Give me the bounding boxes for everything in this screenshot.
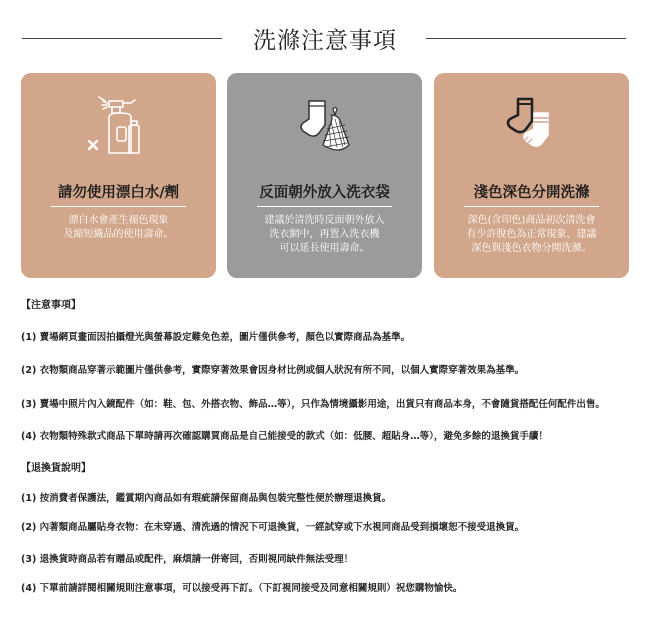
description-line: 有少許脫色為正常現象，建議 [466,229,597,240]
description-line: 及縮短織品的使用壽命。 [63,229,174,240]
description-line: 洗衣網中，再置入洗衣機 [269,229,380,240]
note-item: (3) 賣場中照片內入鏡配件（如：鞋、包、外搭衣物、飾品…等），只作為情境攝影用途，出貨只有商品本身，不會隨貨搭配任何配件出售。 [21,399,605,410]
card-description [444,214,619,256]
description-line: 深色與淺色衣物分開洗滌。 [471,243,592,254]
returns-item: (2) 內著類商品屬貼身衣物：在未穿過、清洗過的情況下可退換貨，一經試穿或下水視同商品受到損壞恕不接受退換貨。 [21,522,525,533]
description-line: 建議於清洗時反面朝外放入 [264,215,385,226]
card-divider [51,206,186,207]
card-description [237,214,412,256]
card-divider [464,206,599,207]
card-title: 請勿使用漂白水/劑 [57,185,180,201]
returns-item: (1) 按消費者保護法，鑑賞期內商品如有瑕疵請保留商品與包裝完整性便於辦理退換貨。 [21,493,392,504]
note-item: (2) 衣物類商品穿著示範圖片僅供參考，實際穿著效果會因身材比例或個人狀況有所不同，以個人實際穿著效果為基準。 [21,365,525,376]
sock-laundry-bag-icon [227,93,422,168]
no-bleach-icon [21,93,216,168]
note-item: (1) 賣場網頁畫面因拍攝燈光與螢幕設定難免色差，圖片僅供參考，顏色以實際商品為基準。 [21,332,411,343]
card-laundry-bag [227,73,422,278]
card-description [31,214,206,242]
header-divider-right [426,38,626,39]
card-title: 反面朝外放入洗衣袋 [259,185,390,201]
notes-heading: 【注意事項】 [21,300,81,311]
returns-heading: 【退換貨說明】 [21,463,91,474]
two-socks-icon [434,93,629,168]
returns-item: (4) 下單前請詳閱相關規則注意事項，可以接受再下訂。（下訂視同接受及同意相關規則）祝您購物愉快。 [21,583,463,594]
card-separate-colors [434,73,629,278]
header-divider-left [22,38,222,39]
card-no-bleach [21,73,216,278]
card-divider [257,206,392,207]
page-header [0,22,650,54]
description-line: 可以延長使用壽命。 [279,243,370,254]
description-line: 深色(含印色)商品初次清洗會 [467,215,596,226]
page-title: 洗滌注意事項 [253,28,397,54]
card-title: 淺色深色分開洗滌 [473,185,590,201]
returns-item: (3) 退換貨時商品若有贈品或配件，麻煩請一併寄回，否則視同缺件無法受理！ [21,554,354,565]
note-item: (4) 衣物類特殊款式商品下單時請再次確認購買商品是自己能接受的款式（如：低腰、超貼身…等），避免多餘的退換貨手續！ [21,431,548,442]
description-line: 漂白水會產生褪色現象 [68,215,169,226]
